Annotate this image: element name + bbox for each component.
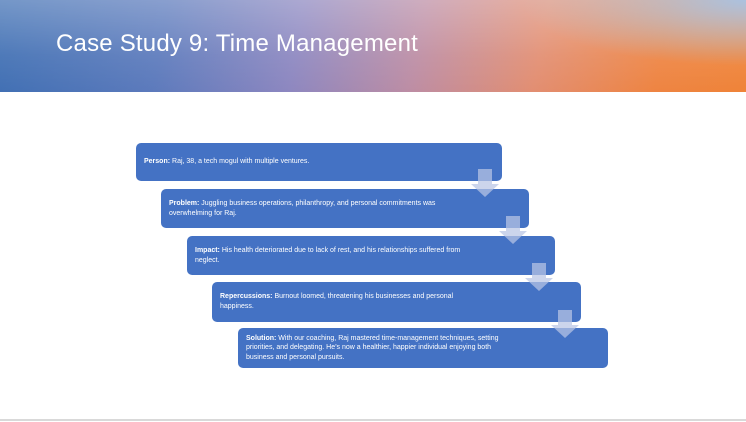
step-body-person: Raj, 38, a tech mogul with multiple ventures. <box>172 158 310 166</box>
step-body-solution: With our coaching, Raj mastered time-management techniques, setting priorities, and delegating. He’s now a healthier, happier individual enjoying both business and personal pursuits. <box>246 334 499 361</box>
step-label-repercussions: Repercussions: <box>220 293 273 301</box>
step-label-solution: Solution: <box>246 334 277 342</box>
down-arrow-icon-2[interactable] <box>499 216 527 244</box>
step-label-person: Person: <box>144 158 171 166</box>
step-body-problem: Juggling business operations, philanthropy, and personal commitments was overwhelming for Raj. <box>169 199 436 217</box>
step-text-person <box>136 157 309 167</box>
header-band <box>0 0 746 92</box>
step-text-repercussions <box>212 292 488 311</box>
slide-bottom-rule <box>0 419 746 421</box>
step-text-impact <box>187 246 463 265</box>
step-body-repercussions: Burnout loomed, threatening his businesses and personal happiness. <box>220 293 454 310</box>
down-arrow-icon-1[interactable] <box>471 169 499 197</box>
down-arrow-icon-4[interactable] <box>551 310 579 338</box>
step-label-impact: Impact: <box>195 246 220 254</box>
step-label-problem: Problem: <box>169 199 200 207</box>
step-text-solution <box>238 334 514 363</box>
down-arrow-icon-3[interactable] <box>525 263 553 291</box>
step-text-problem <box>161 199 437 218</box>
step-body-impact: His health deteriorated due to lack of rest, and his relationships suffered from neglect. <box>195 246 461 264</box>
step-box-person[interactable] <box>136 143 502 181</box>
slide-title[interactable]: Case Study 9: Time Management <box>56 30 418 57</box>
